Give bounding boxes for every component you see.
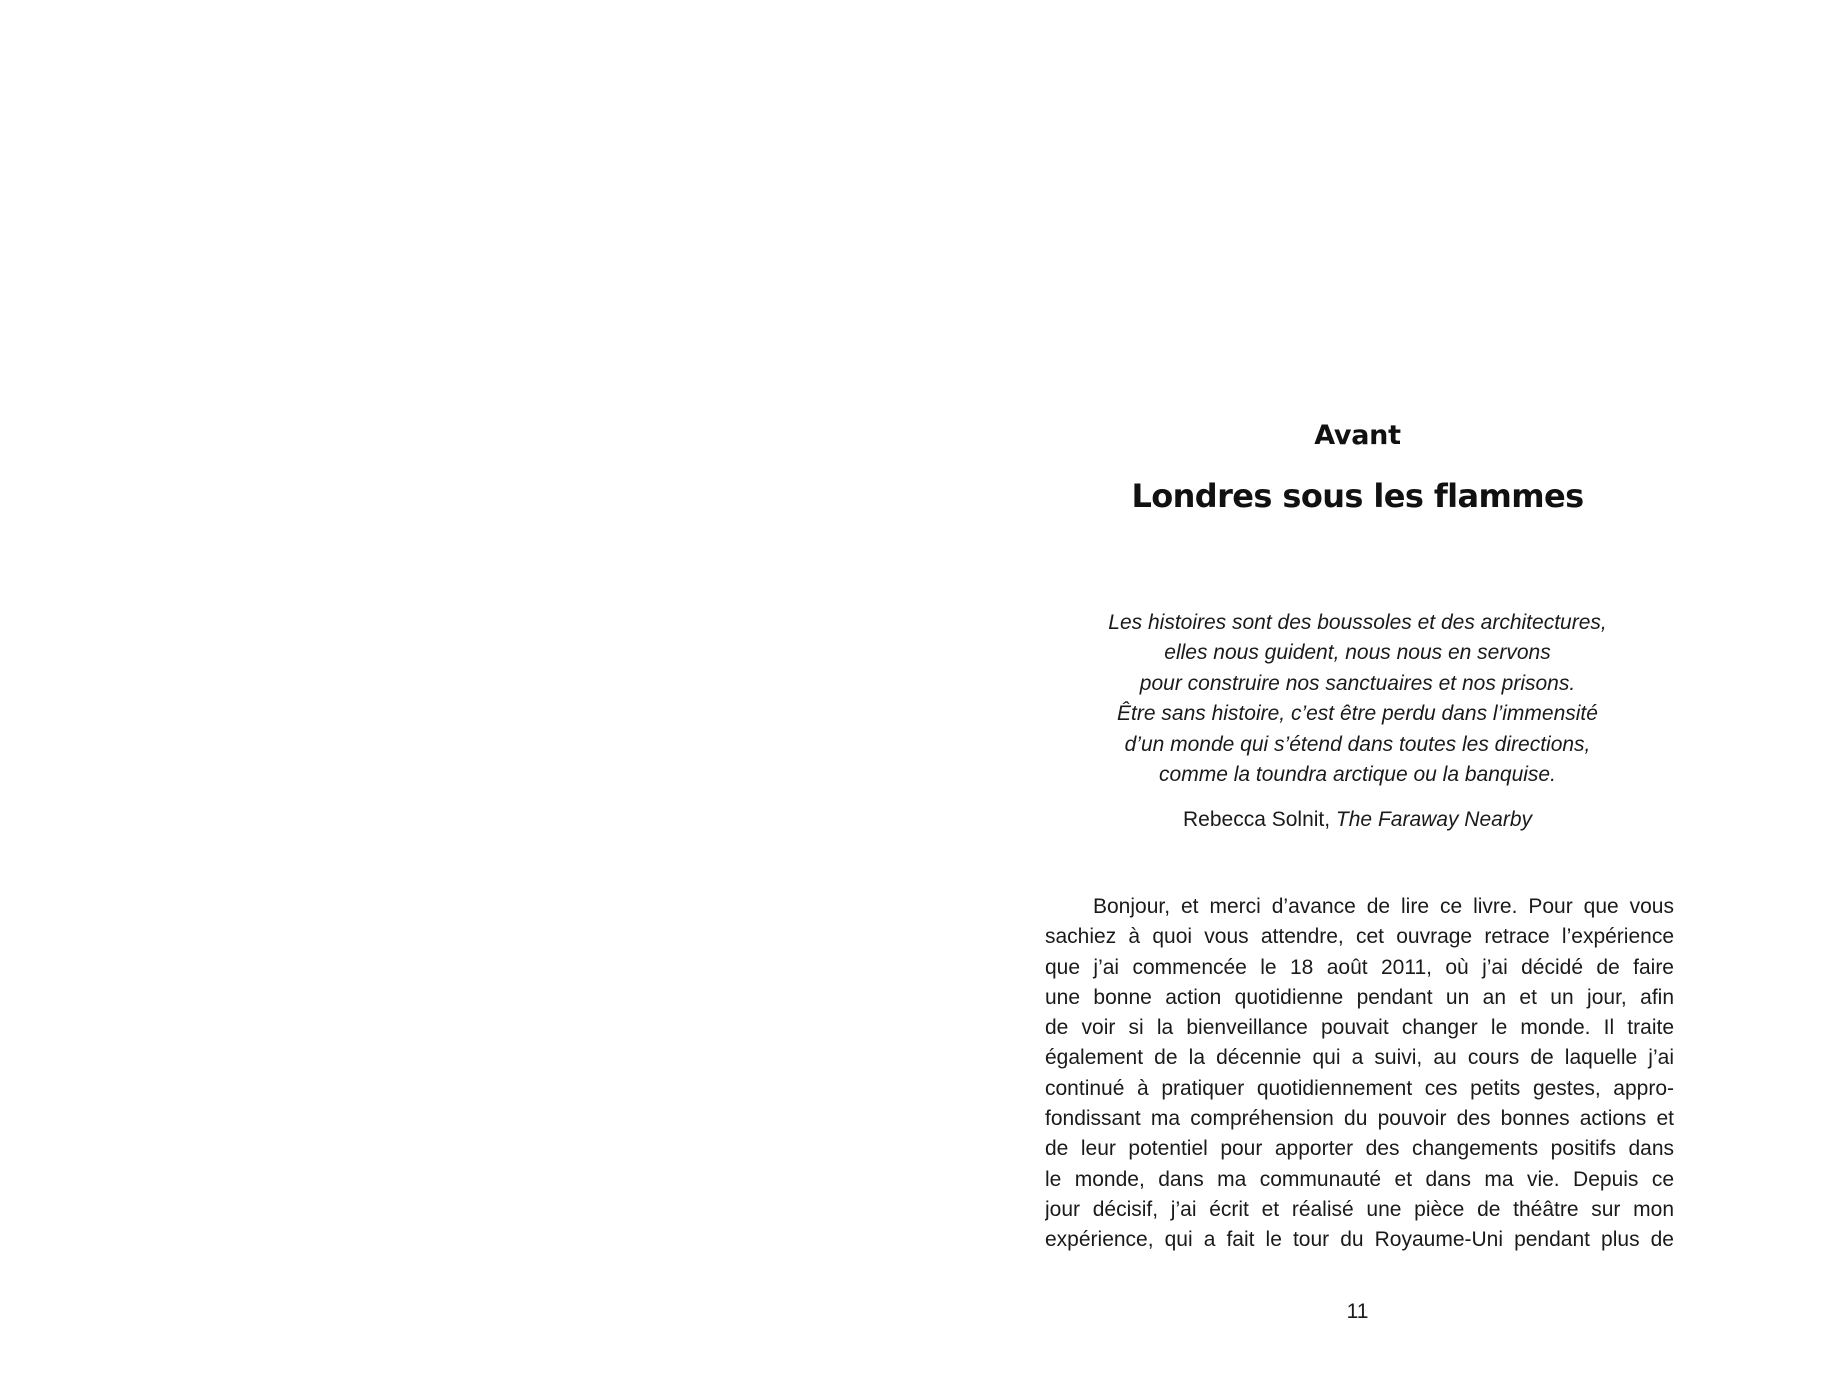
body-line: fondissant ma compréhension du pouvoir des bonnes actions et — [1045, 1107, 1674, 1131]
body-line: une bonne action quotidienne pendant un an et un jour, afin — [1045, 985, 1674, 1009]
body-line: sachiez à quoi vous attendre, cet ouvrage retrace l’expérience — [1045, 925, 1674, 949]
body-line: également de la décennie qui a suivi, au cours de laquelle j’ai — [1045, 1046, 1674, 1070]
epigraph-line: elles nous guident, nous nous en servons — [1164, 641, 1551, 665]
left-page-blank — [0, 0, 911, 1400]
epigraph — [1045, 608, 1670, 790]
epigraph-line: Les histoires sont des boussoles et des architectures, — [1108, 611, 1607, 634]
body-line: que j’ai commencée le 18 août 2011, où j’ai décidé de faire — [1045, 955, 1674, 979]
epigraph-author: Rebecca Solnit, — [1183, 808, 1336, 831]
epigraph-line: comme la toundra arctique ou la banquise. — [1159, 763, 1556, 787]
body-line: de leur potentiel pour apporter des changements positifs dans — [1045, 1137, 1674, 1161]
epigraph-attribution — [1045, 805, 1670, 835]
body-paragraph — [1045, 892, 1674, 1256]
epigraph-line: pour construire nos sanctuaires et nos prisons. — [1139, 671, 1576, 695]
body-line: Bonjour, et merci d’avance de lire ce livre. Pour que vous — [1093, 895, 1674, 918]
epigraph-line: d’un monde qui s’étend dans toutes les directions, — [1124, 732, 1591, 756]
body-line: de voir si la bienveillance pouvait changer le monde. Il traite — [1045, 1016, 1674, 1040]
body-line: expérience, qui a fait le tour du Royaume-Uni pendant plus de — [1045, 1228, 1674, 1252]
epigraph-line: Être sans histoire, c’est être perdu dans l’immensité — [1117, 702, 1598, 726]
body-line: jour décisif, j’ai écrit et réalisé une pièce de théâtre sur mon — [1045, 1197, 1674, 1221]
body-line: continué à pratiquer quotidiennement ces petits gestes, appro- — [1045, 1076, 1674, 1100]
chapter-title: Londres sous les flammes — [1131, 477, 1584, 515]
page-number: 11 — [1346, 1300, 1369, 1323]
epigraph-work-title: The Faraway Nearby — [1335, 808, 1532, 831]
section-label: Avant — [1314, 420, 1401, 451]
body-line: le monde, dans ma communauté et dans ma vie. Depuis ce — [1045, 1167, 1674, 1191]
